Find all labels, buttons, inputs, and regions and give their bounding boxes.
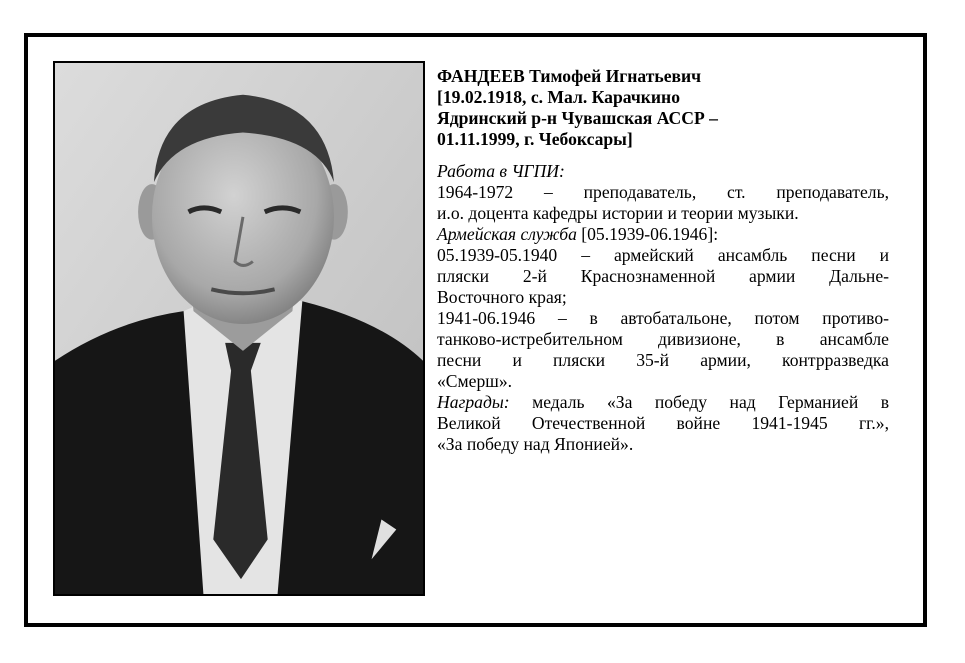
- work-heading: Работа в ЧГПИ:: [437, 161, 565, 181]
- army-line: Восточного края;: [437, 287, 567, 307]
- army-line: пляски 2-й Краснознаменной армии Дальне-: [437, 266, 889, 286]
- bio-header: [437, 66, 889, 150]
- army-line: песни и пляски 35-й армии, контрразведка: [437, 350, 889, 370]
- work-line: 1964-1972 – преподаватель, ст. преподаватель,: [437, 182, 889, 202]
- army-heading-line: [437, 224, 889, 245]
- awards-heading-line: [437, 392, 889, 413]
- person-name: ФАНДЕЕВ Тимофей Игнатьевич: [437, 66, 702, 86]
- army-line: 05.1939-05.1940 – армейский ансамбль песни и: [437, 245, 889, 265]
- biography-text: [437, 66, 889, 455]
- army-line: танково-истребительном дивизионе, в ансамбле: [437, 329, 889, 349]
- portrait-photo: [53, 61, 425, 596]
- army-heading: Армейская служба: [437, 224, 577, 244]
- awards-line: «За победу над Японией».: [437, 434, 634, 454]
- work-line: и.о. доцента кафедры истории и теории музыки.: [437, 203, 799, 223]
- birth-region: Ядринский р-н Чувашская АССР –: [437, 108, 718, 128]
- awards-heading: Награды:: [437, 392, 510, 412]
- awards-line: Великой Отечественной войне 1941-1945 гг.»,: [437, 413, 889, 433]
- army-period: [05.1939-06.1946]:: [576, 224, 719, 244]
- awards-line: медаль «За победу над Германией в: [509, 392, 889, 412]
- death-info: 01.11.1999, г. Чебоксары]: [437, 129, 633, 149]
- army-line: 1941-06.1946 – в автобатальоне, потом противо-: [437, 308, 889, 328]
- army-line: «Смерш».: [437, 371, 513, 391]
- birth-info: [19.02.1918, с. Мал. Карачкино: [437, 87, 680, 107]
